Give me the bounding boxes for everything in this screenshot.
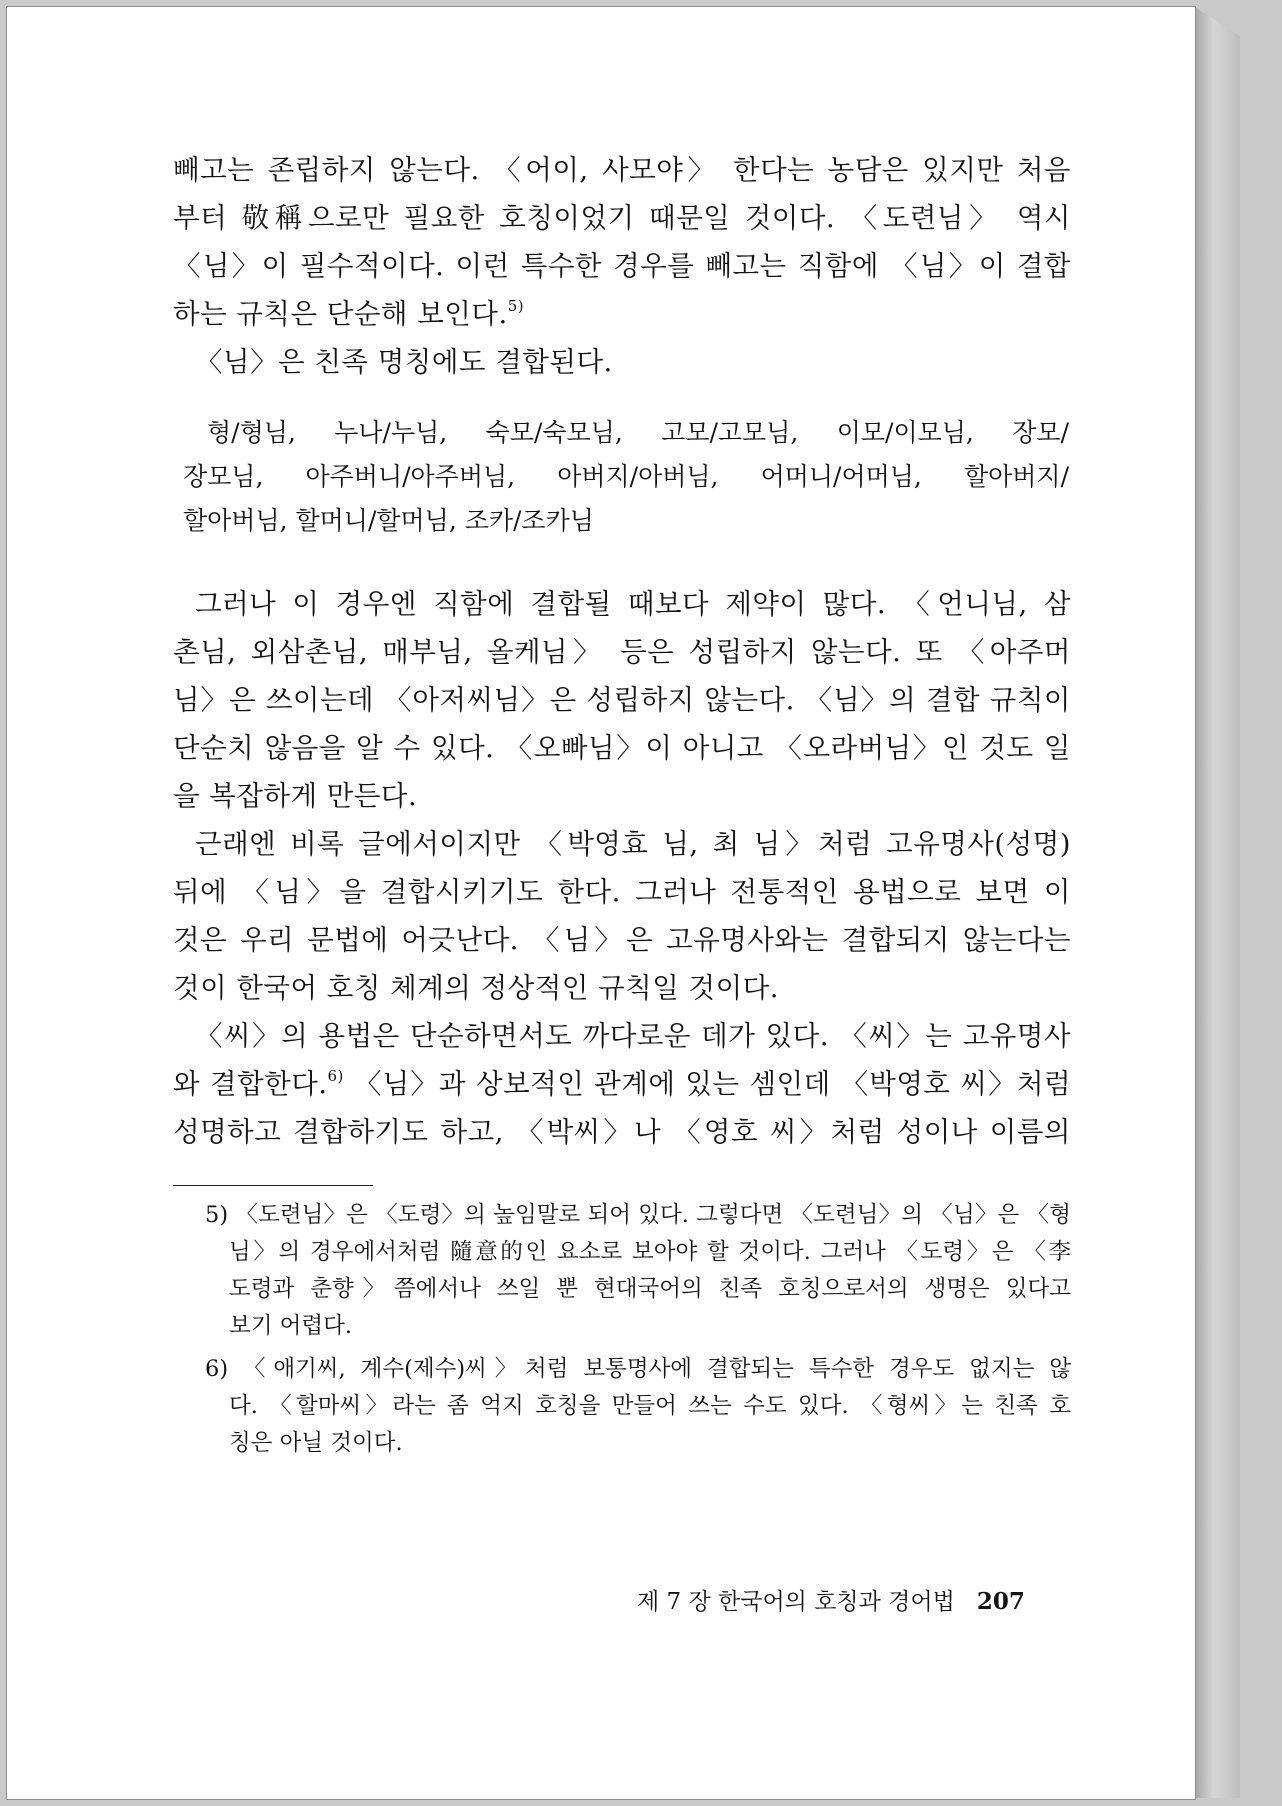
- body-line: 뒤에 〈님〉을 결합시키기도 한다. 그러나 전통적인 용법으로 보면 이: [173, 876, 1071, 908]
- body-line: 〈님〉은 친족 명칭에도 결합된다.: [195, 346, 613, 378]
- body-line: 단순치 않음을 알 수 있다. 〈오빠님〉이 아니고 〈오라버님〉인 것도 일: [173, 732, 1071, 764]
- body-line: 을 복잡하게 만든다.: [173, 780, 418, 812]
- quote-line: 할아버님, 할머니/할머님, 조카/조카님: [183, 506, 594, 535]
- footnote-5-line: 보기 어렵다.: [229, 1313, 352, 1339]
- footnote-5-line: 님〉의 경우에서처럼 隨意的인 요소로 보아야 할 것이다. 그러나 〈도령〉은 〈李: [229, 1239, 1071, 1265]
- body-line: 성명하고 결합하기도 하고, 〈박씨〉나 〈영호 씨〉처럼 성이나 이름의: [173, 1116, 1071, 1148]
- body-line-text: 하는 규칙은 단순해 보인다.: [173, 298, 508, 330]
- body-line: 〈님〉이 필수적이다. 이런 특수한 경우를 빼고는 직함에 〈님〉이 결합: [173, 250, 1071, 282]
- footnote-number: 6): [205, 1356, 229, 1382]
- page-number: 207: [976, 1588, 1025, 1615]
- body-line: 근래엔 비록 글에서이지만 〈박영효 님, 최 님〉처럼 고유명사(성명): [195, 828, 1071, 860]
- body-line-text: 〈님〉과 상보적인 관계에 있는 셈인데 〈박영호 씨〉처럼: [353, 1068, 1072, 1100]
- chapter-title: 제 7 장 한국어의 호칭과 경어법: [637, 1589, 955, 1615]
- quote-line: 형/형님, 누나/누님, 숙모/숙모님, 고모/고모님, 이모/이모님, 장모/: [207, 418, 1069, 447]
- running-footer: [637, 1583, 1025, 1616]
- footnote-text: 〈애기씨, 계수(제수)씨〉처럼 보통명사에 결합되는 특수한 경우도 없지는 않: [243, 1356, 1072, 1382]
- body-line: 부터 敬稱으로만 필요한 호칭이었기 때문일 것이다. 〈도련님〉 역시: [173, 202, 1071, 234]
- footnote-reference-5: 5): [507, 297, 525, 315]
- body-line: [173, 294, 1071, 334]
- body-line: 것이 한국어 호칭 체계의 정상적인 규칙일 것이다.: [173, 972, 779, 1004]
- footnote-5-line: 도령과 춘향〉쯤에서나 쓰일 뿐 현대국어의 친족 호칭으로서의 생명은 있다고: [229, 1276, 1071, 1302]
- body-line: 님〉은 쓰이는데 〈아저씨님〉은 성립하지 않는다. 〈님〉의 결합 규칙이: [173, 684, 1071, 716]
- body-line: 그러나 이 경우엔 직함에 결합될 때보다 제약이 많다. 〈언니님, 삼: [195, 588, 1071, 620]
- footnote-6-line: [205, 1353, 1071, 1385]
- quote-line: 장모님, 아주버니/아주버님, 아버지/아버님, 어머니/어머님, 할아버지/: [183, 462, 1069, 491]
- footnote-5-line: [205, 1199, 1071, 1231]
- body-line: [173, 1064, 1071, 1104]
- footnote-divider: [173, 1185, 373, 1186]
- footnote-6-line: 다. 〈할마씨〉라는 좀 억지 호칭을 만들어 쓰는 수도 있다. 〈형씨〉는 친족 호: [229, 1393, 1071, 1419]
- body-line: 촌님, 외삼촌님, 매부님, 올케님〉 등은 성립하지 않는다. 또 〈아주머: [173, 636, 1071, 668]
- footnote-number: 5): [205, 1202, 229, 1228]
- body-line: 것은 우리 문법에 어긋난다. 〈님〉은 고유명사와는 결합되지 않는다는: [173, 924, 1071, 956]
- page-edge-shadow: [1196, 8, 1240, 1798]
- body-line: 〈씨〉의 용법은 단순하면서도 까다로운 데가 있다. 〈씨〉는 고유명사: [195, 1020, 1071, 1052]
- body-line: 빼고는 존립하지 않는다. 〈어이, 사모야〉 한다는 농담은 있지만 처음: [173, 154, 1071, 186]
- body-line-text: 와 결합한다.: [173, 1068, 328, 1100]
- footnote-6-line: 칭은 아닐 것이다.: [229, 1430, 403, 1456]
- footnote-reference-6: 6): [327, 1067, 344, 1085]
- footnote-text: 〈도련님〉은 〈도령〉의 높임말로 되어 있다. 그렇다면 〈도련님〉의 〈님〉은 〈형: [235, 1202, 1071, 1228]
- book-page: [6, 6, 1196, 1800]
